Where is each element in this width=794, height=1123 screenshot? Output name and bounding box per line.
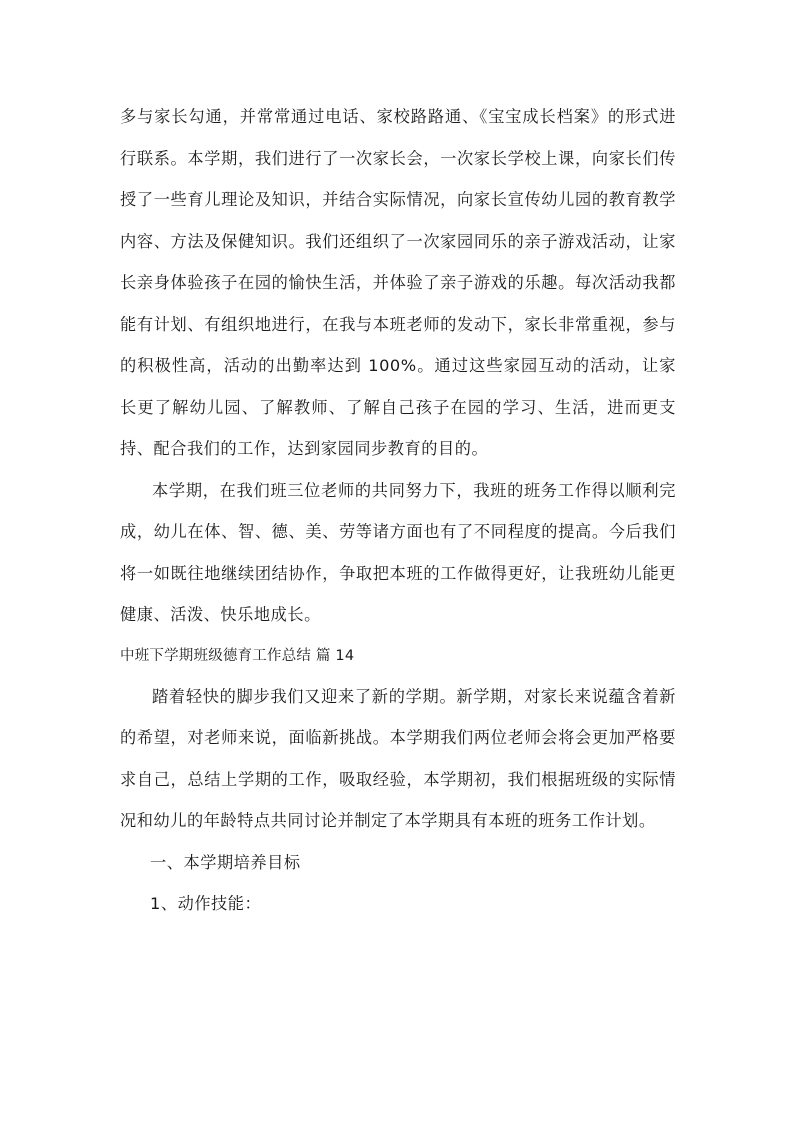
- outline-item-motor-skills: 1、动作技能：: [150, 894, 262, 913]
- document-body: [120, 96, 676, 925]
- paragraph-parent-communication: 多与家长勾通，并常常通过电话、家校路路通、《宝宝成长档案》的形式进行联系。本学期，我们进行了一次家长会，一次家长学校上课，向家长们传授了一些育儿理论及知识，并结合实际情况，向家长宣传幼儿园的教育教学内容、方法及保健知识。我们还组织了一次家园同乐的亲子游戏活动，让家长亲身体验孩子在园的愉快生活，并体验了亲子游戏的乐趣。每次活动我都能有计划、有组织地进行，在我与本班老师的发动下，家长非常重视，参与的积极性高，活动的出勤率达到 100%。通过这些家园互动的活动，让家长更了解幼儿园、了解教师、了解自己孩子在园的学习、生活，进而更支持、配合我们的工作，达到家园同步教育的目的。: [120, 107, 676, 458]
- paragraph-semester-summary: 本学期，在我们班三位老师的共同努力下，我班的班务工作得以顺利完成，幼儿在体、智、德、美、劳等诸方面也有了不同程度的提高。今后我们将一如既往地继续团结协作，争取把本班的工作做得更好，让我班幼儿能更健康、活泼、快乐地成长。: [120, 480, 676, 624]
- section-heading: 中班下学期班级德育工作总结 篇 14: [120, 647, 355, 664]
- outline-item-goals: 一、本学期培养目标: [150, 852, 301, 872]
- paragraph-new-semester: 踏着轻快的脚步我们又迎来了新的学期。新学期，对家长来说蕴含着新的希望，对老师来说，面临新挑战。本学期我们两位老师会将会更加严格要求自己，总结上学期的工作，吸取经验，本学期初，我们根据班级的实际情况和幼儿的年龄特点共同讨论并制定了本学期具有本班的班务工作计划。: [120, 686, 676, 830]
